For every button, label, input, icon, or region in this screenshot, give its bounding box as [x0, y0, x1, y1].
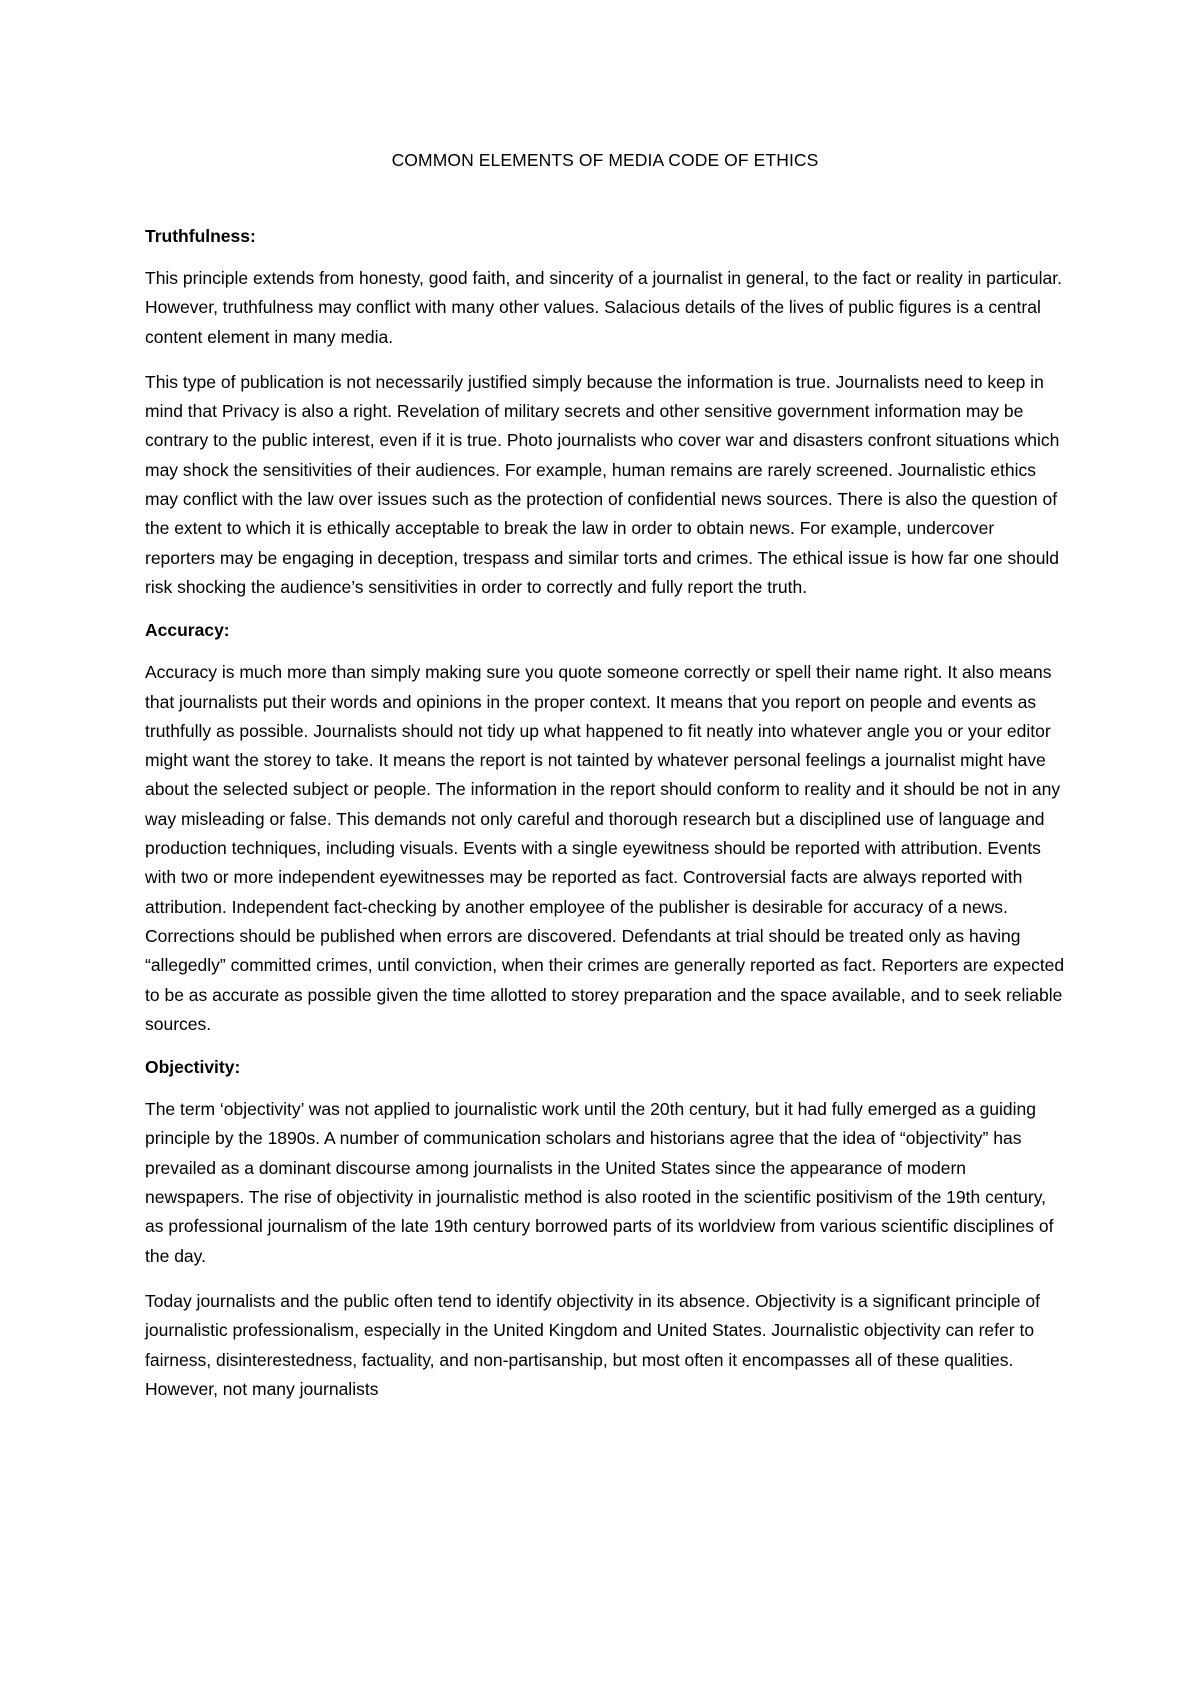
paragraph: This type of publication is not necessarily justified simply because the information is true. Journalists need to keep in mind that Privacy is also a right. Revelation of military secrets and other sensitive government information may be contrary to the public interest, even if it is true. Photo journalists who cover war and disasters confront situations which may shock the sensitivities of their audiences. For example, human remains are rarely screened. Journalistic ethics may conflict with the law over issues such as the protection of confidential news sources. There is also the question of the extent to which it is ethically acceptable to break the law in order to obtain news. For example, undercover reporters may be engaging in deception, trespass and similar torts and crimes. The ethical issue is how far one should risk shocking the audience’s sensitivities in order to correctly and fully report the truth. — [145, 371, 1060, 597]
paragraph: Accuracy is much more than simply making sure you quote someone correctly or spell their name right. It also means that journalists put their words and opinions in the proper context. It means that you report on people and events as truthfully as possible. Journalists should not tidy up what happened to fit neatly into whatever angle you or your editor might want the storey to take. It means the report is not tainted by whatever personal feelings a journalist might have about the selected subject or people. The information in the report should conform to reality and it should be not in any way misleading or false. This demands not only careful and thorough research but a disciplined use of language and production techniques, including visuals. Events with a single eyewitness should be reported with attribution. Events with two or more independent eyewitnesses may be reported as fact. Controversial facts are always reported with attribution. Independent fact-checking by another employee of the publisher is desirable for accuracy of a news. Corrections should be published when errors are discovered. Defendants at trial should be treated only as having “allegedly” committed crimes, until conviction, when their crimes are generally reported as fact. Reporters are expected to be as accurate as possible given the time allotted to storey preparation and the space available, and to seek reliable sources. — [145, 662, 1065, 1034]
section-heading-truthfulness: Truthfulness: — [145, 226, 256, 246]
section-truthfulness — [145, 224, 1065, 602]
section-heading-objectivity: Objectivity: — [145, 1057, 241, 1078]
paragraph: The term ‘objectivity’ was not applied to journalistic work until the 20th century, but it had fully emerged as a guiding principle by the 1890s. A number of communication scholars and historians agree that the idea of “objectivity” has prevailed as a dominant discourse among journalists in the United States since the appearance of modern newspapers. The rise of objectivity in journalistic method is also rooted in the scientific positivism of the 19th century, as professional journalism of the late 19th century borrowed parts of its worldview from various scientific disciplines of the day. — [145, 1099, 1054, 1266]
document-title: COMMON ELEMENTS OF MEDIA CODE OF ETHICS — [391, 150, 819, 170]
section-heading-accuracy: Accuracy: — [145, 620, 230, 641]
paragraph: This principle extends from honesty, good faith, and sincerity of a journalist in general, to the fact or reality in particular. However, truthfulness may conflict with many other values. Salacious details of the lives of public figures is a central content element in many media. — [145, 268, 1062, 347]
paragraph: Today journalists and the public often tend to identify objectivity in its absence. Objectivity is a significant principle of journalistic professionalism, especially in the United Kingdom and United States. Journalistic objectivity can refer to fairness, disinterestedness, factuality, and non-partisanship, but most often it encompasses all of these qualities. However, not many journalists — [145, 1290, 1040, 1399]
document-body — [145, 148, 1065, 1420]
section-accuracy — [145, 618, 1065, 1039]
section-objectivity — [145, 1055, 1065, 1404]
